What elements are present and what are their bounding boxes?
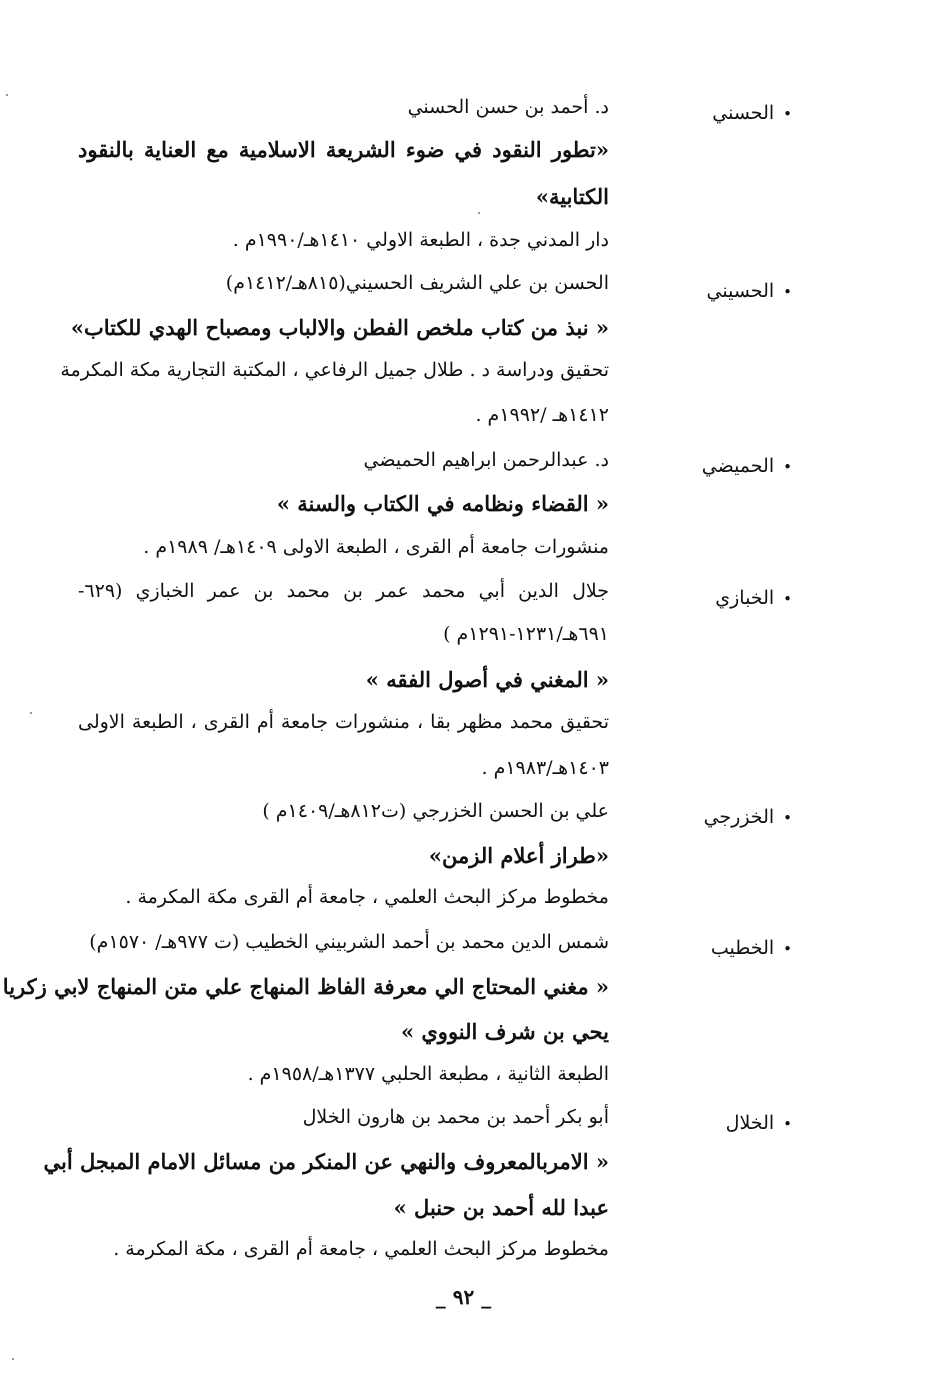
entry-publisher-line: مخطوط مركز البحث العلمي ، جامعة أم القرى مكة المكرمة .	[125, 886, 609, 908]
entry-publisher-line: ١٤١٢هـ /١٩٩٢م .	[475, 404, 609, 426]
scan-speck	[478, 212, 480, 214]
entry-title-line: « مغني المحتاج الي معرفة الفاظ المنهاج علي متن المنهاج لابي زكريا	[2, 974, 609, 999]
entry-title-line: يحي بن شرف النووي »	[400, 1019, 609, 1044]
author-key: • الخزرجي	[652, 806, 792, 828]
entry-publisher-line: دار المدني جدة ، الطبعة الاولي ١٤١٠هـ/١٩٩٠م .	[232, 229, 609, 251]
entry-publisher-line: تحقيق ودراسة د . طلال جميل الرفاعي ، المكتبة التجارية مكة المكرمة	[60, 359, 609, 381]
entry-author-line: أبو بكر أحمد بن محمد بن هارون الخلال	[302, 1106, 609, 1128]
entry-publisher-line: مخطوط مركز البحث العلمي ، جامعة أم القرى ، مكة المكرمة .	[113, 1238, 609, 1260]
entry-title-line: الكتابية»	[535, 184, 609, 209]
entry-author-line: ٦٩١هـ/١٢٣١-١٢٩١م )	[443, 623, 609, 645]
entry-title-line: « نبذ من كتاب ملخص الفطن والالباب ومصباح الهدي للكتاب»	[70, 315, 609, 340]
entry-title-line: «تطور النقود في ضوء الشريعة الاسلامية مع العناية بالنقود	[78, 137, 609, 162]
entry-publisher-line: الطبعة الثانية ، مطبعة الحلبي ١٣٧٧هـ/١٩٥٨م .	[247, 1063, 609, 1085]
author-key: • الحسني	[652, 102, 792, 124]
author-key: • الخطيب	[652, 937, 792, 959]
entry-author-line: شمس الدين محمد بن أحمد الشربيني الخطيب (ت ٩٧٧هـ/ ١٥٧٠م)	[89, 931, 609, 953]
entry-author-line: جلال الدين أبي محمد عمر بن محمد بن عمر الخبازي (٦٢٩-	[78, 580, 609, 602]
author-key: • الحميضي	[652, 455, 792, 477]
scan-speck	[30, 712, 32, 714]
author-key: • الحسيني	[652, 280, 792, 302]
entry-author-line: د. عبدالرحمن ابراهيم الحميضي	[363, 449, 609, 471]
author-key: • الخبازي	[652, 587, 792, 609]
entry-title-line: عبدا لله أحمد بن حنبل »	[393, 1195, 609, 1220]
entry-title-line: « الامربالمعروف والنهي عن المنكر من مسائل الامام المبجل أبي	[43, 1149, 609, 1174]
entry-author-line: علي بن الحسن الخزرجي (ت٨١٢هـ/١٤٠٩م )	[262, 800, 609, 822]
entry-author-line: د. أحمد بن حسن الحسني	[407, 96, 609, 118]
entry-publisher-line: ١٤٠٣هـ/١٩٨٣م .	[481, 757, 609, 779]
author-key: • الخلال	[652, 1112, 792, 1134]
entry-title-line: « المغني في أصول الفقه »	[365, 667, 609, 692]
scan-speck	[6, 94, 8, 96]
page-number: _ ٩٢ _	[435, 1285, 492, 1309]
scan-speck	[12, 1358, 14, 1360]
entry-title-line: «طراز أعلام الزمن»	[428, 843, 609, 868]
entry-author-line: الحسن بن علي الشريف الحسيني(٨١٥هـ/١٤١٢م)	[225, 272, 609, 294]
entry-publisher-line: تحقيق محمد مظهر بقا ، منشورات جامعة أم القرى ، الطبعة الاولى	[78, 711, 609, 733]
entry-publisher-line: منشورات جامعة أم القرى ، الطبعة الاولى ١٤٠٩هـ/ ١٩٨٩م .	[143, 536, 609, 558]
entry-title-line: « القضاء ونظامه في الكتاب والسنة »	[276, 491, 609, 516]
